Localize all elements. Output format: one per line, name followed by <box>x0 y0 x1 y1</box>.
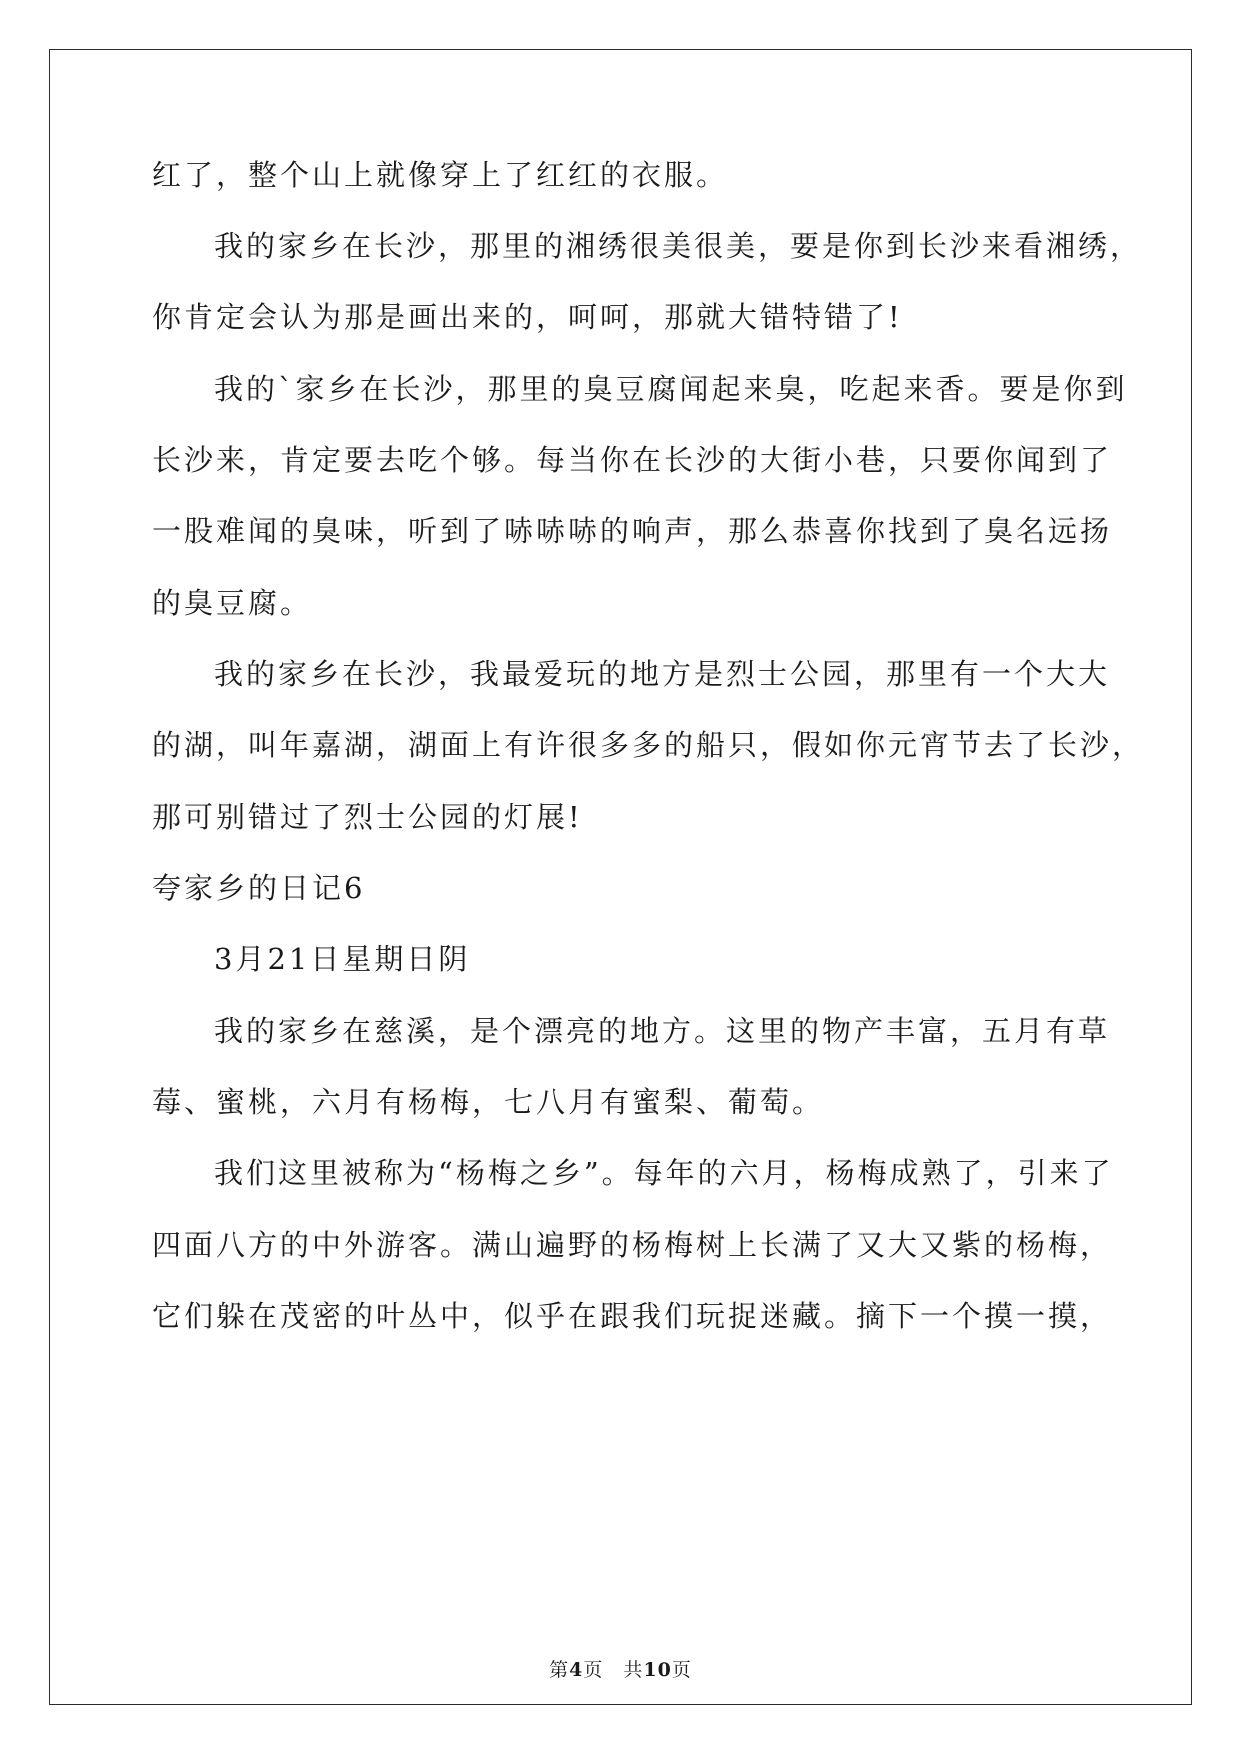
page-number-footer <box>0 1655 1241 1682</box>
section-heading: 夸家乡的日记6 <box>152 871 366 905</box>
page-prefix: 第 <box>549 1659 570 1681</box>
diary-date: 3月21日星期日阴 <box>214 942 471 976</box>
text-line: 我们这里被称为“杨梅之乡”。每年的六月，杨梅成熟了，引来了 <box>214 1156 1114 1190</box>
text-line: 一股难闻的臭味，听到了哧哧哧的响声，那么恭喜你找到了臭名远扬 <box>152 514 1113 548</box>
text-line: 长沙来，肯定要去吃个够。每当你在长沙的大街小巷，只要你闻到了 <box>152 443 1113 477</box>
text-line: 红了，整个山上就像穿上了红红的衣服。 <box>152 158 729 192</box>
page-suffix: 页 <box>671 1659 692 1681</box>
text-line: 的湖，叫年嘉湖，湖面上有许很多多的船只，假如你元宵节去了长沙， <box>152 728 1145 762</box>
text-line: 我的家乡在长沙，那里的湘绣很美很美，要是你到长沙来看湘绣， <box>214 229 1143 263</box>
text-line: 它们躲在茂密的叶丛中，似乎在跟我们玩捉迷藏。摘下一个摸一摸， <box>152 1299 1113 1333</box>
text-line: 我的家乡在长沙，我最爱玩的地方是烈士公园，那里有一个大大 <box>214 657 1111 691</box>
text-line: 的臭豆腐。 <box>152 586 313 620</box>
current-page-number: 4 <box>569 1659 584 1681</box>
text-line: 我的家乡在慈溪，是个漂亮的地方。这里的物产丰富，五月有草 <box>214 1014 1111 1048</box>
text-line: 我的`家乡在长沙，那里的臭豆腐闻起来臭，吃起来香。要是你到 <box>214 372 1128 406</box>
text-line: 莓、蜜桃，六月有杨梅，七八月有蜜梨、葡萄。 <box>152 1085 825 1119</box>
page-mid: 页 共 <box>583 1659 644 1681</box>
text-line: 你肯定会认为那是画出来的，呵呵，那就大错特错了! <box>152 300 903 334</box>
text-line: 四面八方的中外游客。满山遍野的杨梅树上长满了又大又紫的杨梅， <box>152 1228 1113 1262</box>
text-line: 那可别错过了烈士公园的灯展! <box>152 800 583 834</box>
total-page-number: 10 <box>643 1659 672 1681</box>
